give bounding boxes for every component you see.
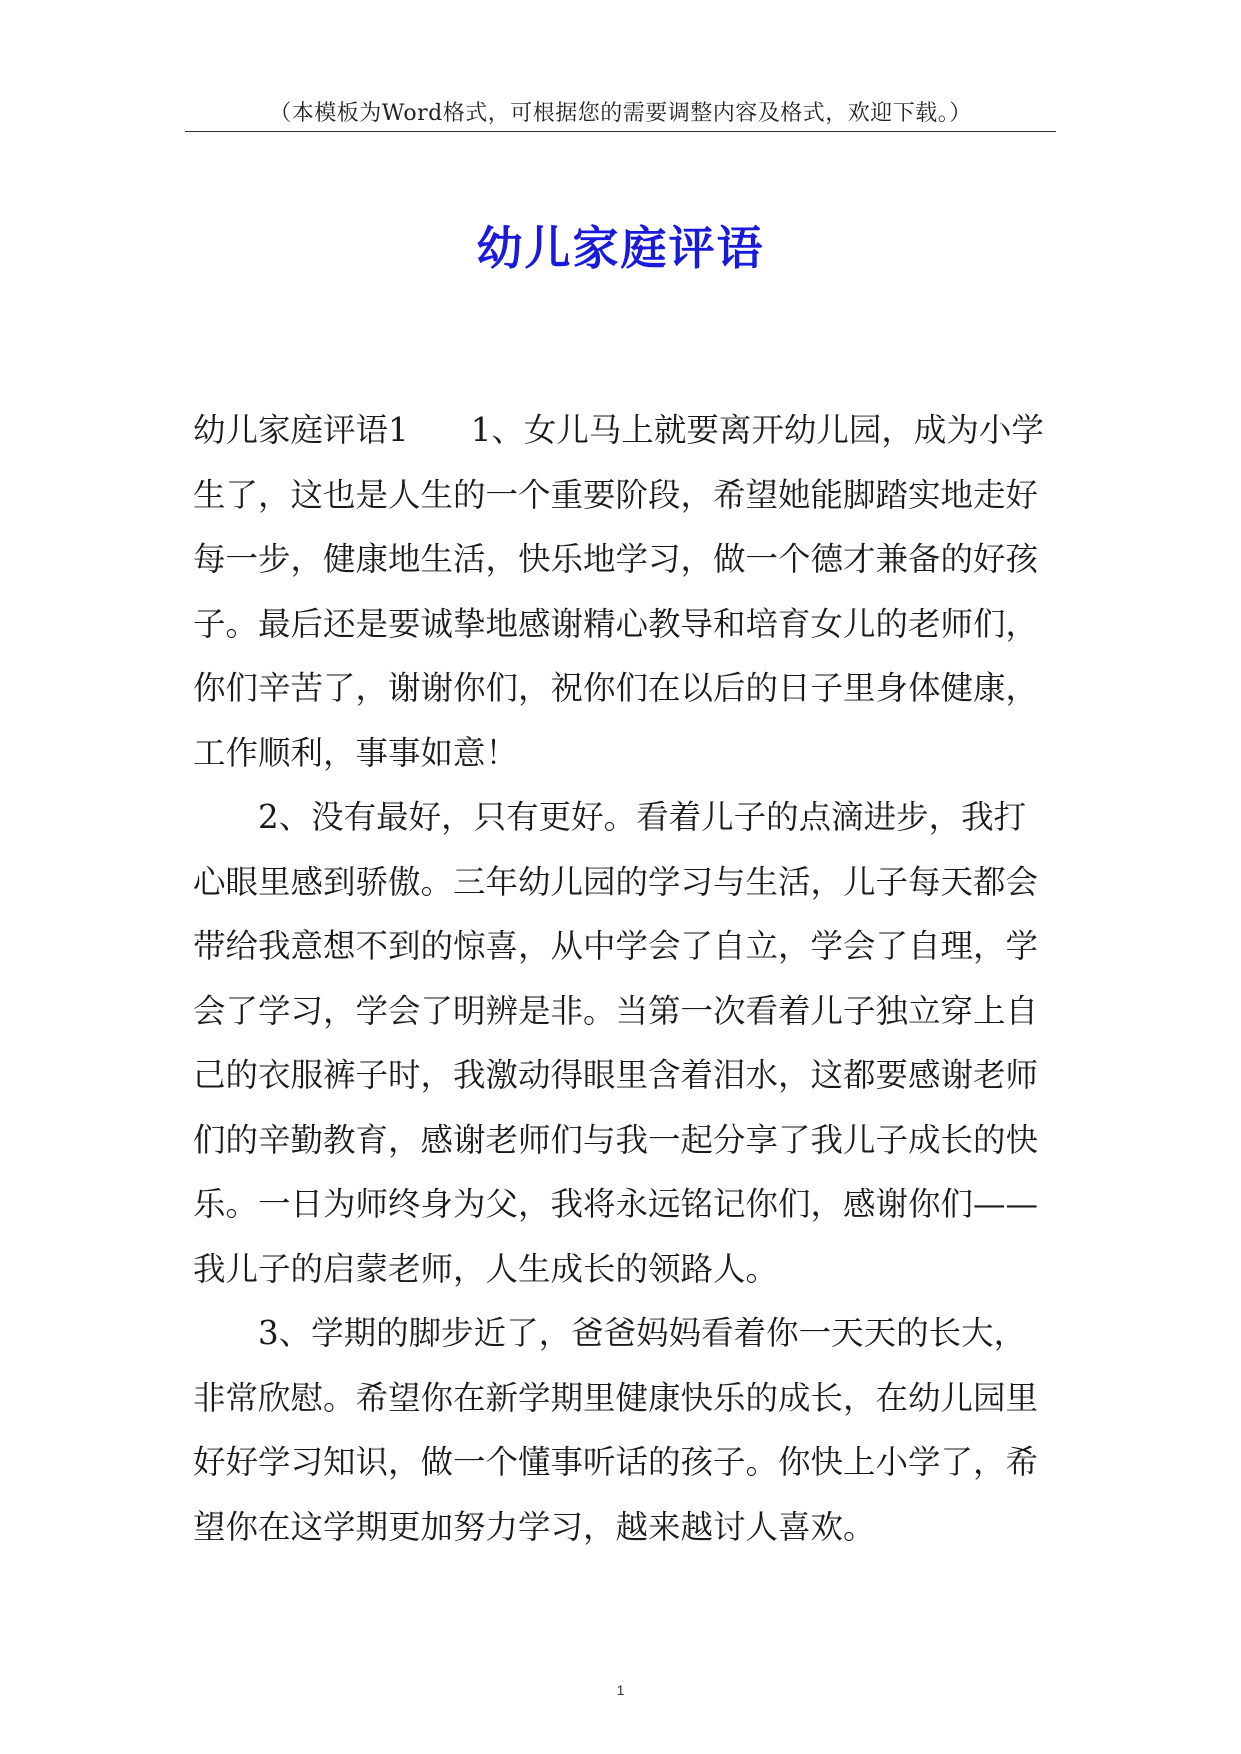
document-title: 幼儿家庭评语 xyxy=(476,221,765,275)
section-heading: 幼儿家庭评语1 xyxy=(193,411,409,449)
paragraph-1-text: 1、女儿马上就要离开幼儿园，成为小学生了，这也是人生的一个重要阶段，希望她能脚踏实地走好每一步，健康地生活，快乐地学习，做一个德才兼备的好孩子。最后还是要诚挚地感谢精心教导和培育女儿的老师们，你们辛苦了，谢谢你们，祝你们在以后的日子里身体健康，工作顺利，事事如意！ xyxy=(193,411,1044,772)
paragraph-3: 3、学期的脚步近了，爸爸妈妈看着你一天天的长大，非常欣慰。希望你在新学期里健康快乐的成长，在幼儿园里好好学习知识，做一个懂事听话的孩子。你快上小学了，希望你在这学期更加努力学习，越来越讨人喜欢。 xyxy=(193,1314,1039,1546)
document-body xyxy=(193,398,1053,1559)
header-divider xyxy=(185,131,1056,132)
page-number: 1 xyxy=(616,1682,625,1698)
header-note: （本模板为Word格式，可根据您的需要调整内容及格式，欢迎下载。） xyxy=(269,101,972,126)
paragraph-1 xyxy=(193,398,1053,785)
paragraph-2: 2、没有最好，只有更好。看着儿子的点滴进步，我打心眼里感到骄傲。三年幼儿园的学习与生活，儿子每天都会带给我意想不到的惊喜，从中学会了自立，学会了自理，学会了学习，学会了明辨是非。当第一次看着儿子独立穿上自己的衣服裤子时，我激动得眼里含着泪水，这都要感谢老师们的辛勤教育，感谢老师们与我一起分享了我儿子成长的快乐。一日为师终身为父，我将永远铭记你们，感谢你们——我儿子的启蒙老师，人生成长的领路人。 xyxy=(193,798,1039,1288)
